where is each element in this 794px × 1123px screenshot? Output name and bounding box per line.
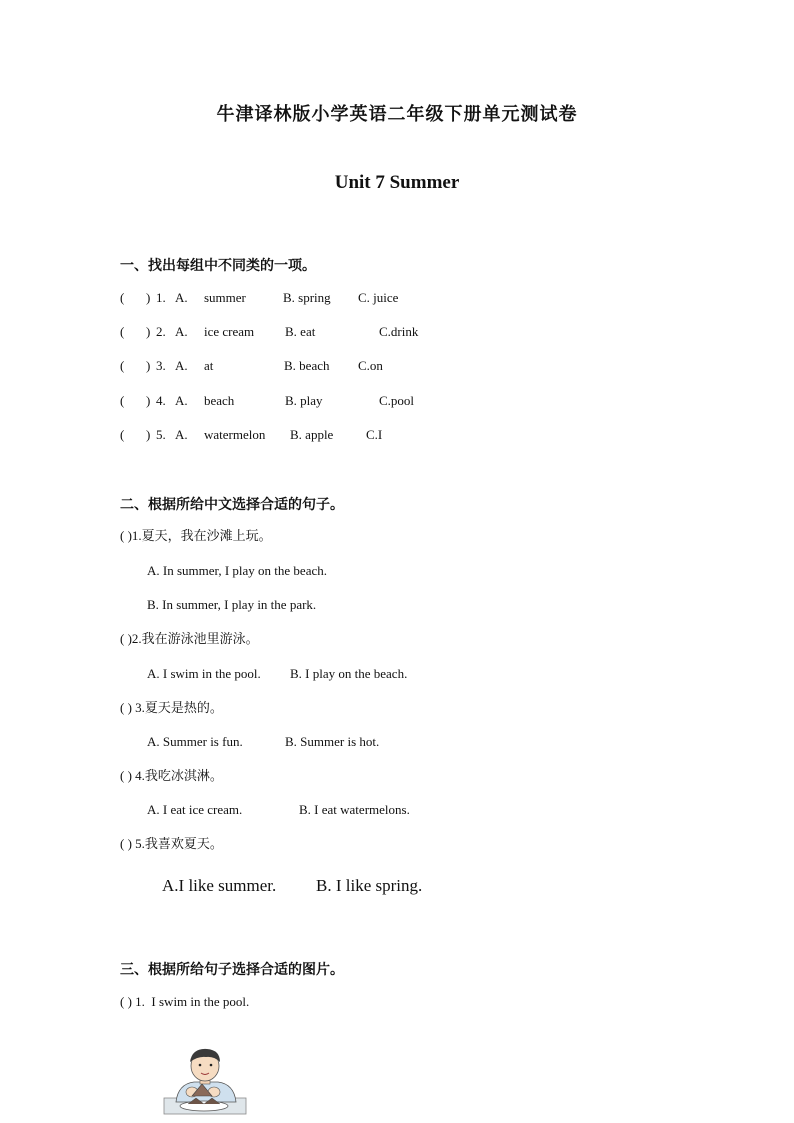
s2-question-4: ( ) 4.我吃冰淇淋。: [120, 768, 223, 784]
s2-q3-option-b: B. Summer is hot.: [285, 734, 380, 749]
s2-q4-option-b: B. I eat watermelons.: [299, 802, 410, 817]
s2-q5-option-a: A.I like summer.: [162, 876, 277, 895]
boy-eating-picture: [162, 1046, 248, 1116]
section2-heading: 二、根据所给中文选择合适的句子。: [120, 497, 344, 513]
s2-question-5: ( ) 5.我喜欢夏天。: [120, 836, 223, 852]
s2-question-1: ( )1.夏天，我在沙滩上玩。: [120, 528, 272, 544]
s2-q1-option-a: A. In summer, I play on the beach.: [147, 563, 327, 578]
s2-q2-option-b: B. I play on the beach.: [290, 666, 408, 681]
worksheet-page: 牛津译林版小学英语二年级下册单元测试卷 Unit 7 Summer 一、找出每组中不同类的一项。 ( ) 1. A. summer B. spring C. juice ( ) 2. A. ice cream B. eat C.drink ( ) 3. A. at B. beach C.on ( ) 4. A. beach B. play C.pool ( ) 5. A. watermelon B. apple C.I 二、根据所给中文选择合适的句子。 ( )1.夏天，我在沙滩上玩。 A. In summer, I play on the beach. B. In summer, I play in the park. ( )2.我在游泳池里游泳。 A. I swim in the pool. B. I play on the beach. ( ) 3.夏天是热的。 A. Summer is fun. B. Summer is hot. ( ) 4.我吃冰淇淋。 A. I eat ice cream. B. I eat watermelons. ( ) 5.我喜欢夏天。 A.I like summer. B. I like spring. 三、根据所给句子选择合适的图片。 ( ) 1. I swim in the pool.: [0, 0, 794, 1123]
s2-question-2: ( )2.我在游泳池里游泳。: [120, 631, 259, 647]
s2-q3-option-a: A. Summer is fun.: [147, 734, 243, 749]
unit-title: Unit 7 Summer: [334, 172, 460, 193]
s3-question-1: ( ) 1. I swim in the pool.: [120, 994, 250, 1009]
s2-q4-option-a: A. I eat ice cream.: [147, 802, 243, 817]
s2-q1-option-b: B. In summer, I play in the park.: [147, 597, 317, 612]
section1-heading: 一、找出每组中不同类的一项。: [120, 258, 316, 274]
page-title: 牛津译林版小学英语二年级下册单元测试卷: [216, 104, 578, 125]
s2-question-3: ( ) 3.夏天是热的。: [120, 700, 223, 716]
s2-q5-option-b: B. I like spring.: [316, 876, 423, 895]
s2-q2-option-a: A. I swim in the pool.: [147, 666, 261, 681]
section3-heading: 三、根据所给句子选择合适的图片。: [120, 962, 344, 978]
